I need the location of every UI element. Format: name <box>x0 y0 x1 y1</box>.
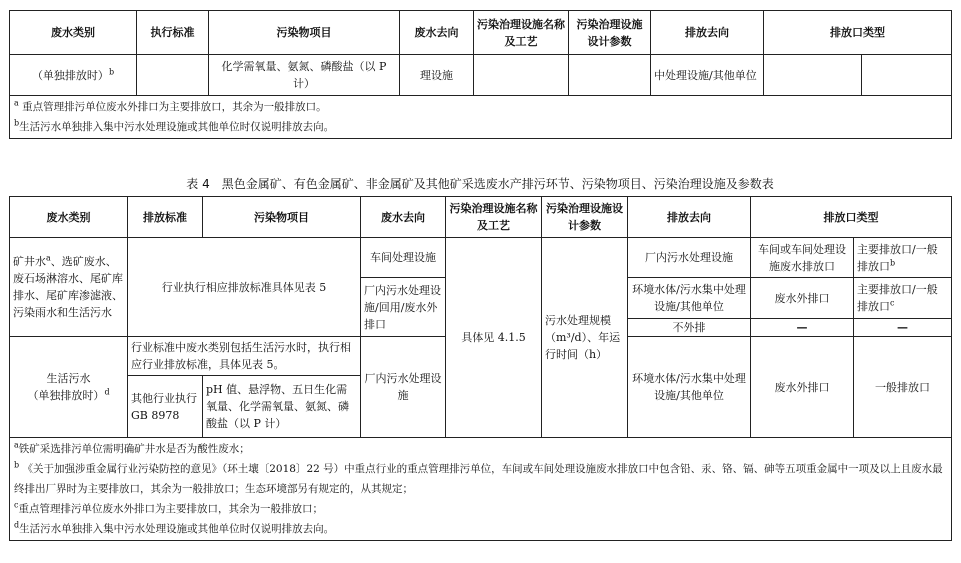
table-1 <box>9 10 952 139</box>
t1-cell-pollutants: 化学需氧量、氨氮、磷酸盐（以 P 计） <box>209 55 400 96</box>
table-row <box>10 55 952 96</box>
t1-note-a: $^a$ 重点管理排污单位废水外排口为主要排放口，其余为一般排放口。 <box>14 98 327 113</box>
t2-cell-facility: 具体见 4.1.5 <box>446 238 542 438</box>
t2-cell-params: 污水处理规模（m³/d）、年运行时间（h） <box>542 238 628 438</box>
t2-note-d: $^d$生活污水单独排入集中污水处理设施或其他单位时仅说明排放去向。 <box>14 520 335 535</box>
t2-cell-discharge-4: 环境水体/污水集中处理设施/其他单位 <box>628 337 751 438</box>
t1-cell-outlet-b <box>862 55 952 96</box>
t2-cell-dest-domestic: 厂内污水处理设施 <box>361 337 446 438</box>
t2-cell-discharge-2: 环境水体/污水集中处理设施/其他单位 <box>628 278 751 319</box>
t2-note-b: $^b$ 《关于加强涉重金属行业污染防控的意见》（环土壤〔2018〕22 号）中重点行业的重点管理排污单位，车间或车间处理设施废水排放口中包含铅、汞、铬、镉、砷等五项重金属中一项及以上且废水最终排出厂界时为主要排放口，其余为一般排放口；生态环境部另有规定的，从其规定； <box>14 460 943 495</box>
t1-notes <box>10 96 952 139</box>
t2-header-pollutants: 污染物项目 <box>203 197 361 238</box>
table-4 <box>9 196 952 541</box>
t2-header-standard: 排放标准 <box>128 197 203 238</box>
table-row <box>10 238 952 278</box>
t2-header-params: 污染治理设施设计参数 <box>542 197 628 238</box>
t2-note-c: $^c$重点管理排污单位废水外排口为主要排放口，其余为一般排放口； <box>14 500 323 515</box>
t1-cell-params <box>569 55 651 96</box>
t1-header-standard: 执行标准 <box>137 11 209 55</box>
t2-cell-outlet-3: — <box>751 319 854 337</box>
t2-header-category: 废水类别 <box>10 197 128 238</box>
t2-cell-outlet-1: 车间或车间处理设施废水排放口 <box>751 238 854 278</box>
t2-cell-discharge-3: 不外排 <box>628 319 751 337</box>
t1-cell-standard <box>137 55 209 96</box>
t1-notes-row <box>10 96 952 139</box>
t1-header-params: 污染治理设施设计参数 <box>569 11 651 55</box>
t2-header-facility: 污染治理设施名称及工艺 <box>446 197 542 238</box>
t2-cell-domestic-pollutants: pH 值、悬浮物、五日生化需氧量、化学需氧量、氨氮、磷酸盐（以 P 计） <box>203 376 361 438</box>
t1-header-facility: 污染治理设施名称及工艺 <box>474 11 569 55</box>
t2-cell-domestic-category: 生活污水 （单独排放时）$^d$ <box>10 337 128 438</box>
t1-note-b: $^b$生活污水单独排入集中污水处理设施或其他单位时仅说明排放去向。 <box>14 118 335 133</box>
table-4-caption: 表 4 黑色金属矿、有色金属矿、非金属矿及其他矿采选废水产排污环节、污染物项目、污染治理设施及参数表 <box>186 177 774 191</box>
t1-cell-category: （单独排放时）$^b$ <box>10 55 137 96</box>
t2-cell-type-2: 主要排放口/一般排放口$^c$ <box>854 278 952 319</box>
t1-header-category: 废水类别 <box>10 11 137 55</box>
t2-cell-outlet-4: 废水外排口 <box>751 337 854 438</box>
t2-header-destination: 废水去向 <box>361 197 446 238</box>
t2-cell-outlet-2: 废水外排口 <box>751 278 854 319</box>
t2-header-discharge: 排放去向 <box>628 197 751 238</box>
t2-cell-type-3: — <box>854 319 952 337</box>
t2-cell-type-4: 一般排放口 <box>854 337 952 438</box>
t2-cell-mine-standard: 行业执行相应排放标准具体见表 5 <box>128 238 361 337</box>
t1-header-destination: 废水去向 <box>400 11 474 55</box>
t2-cell-type-1: 主要排放口/一般排放口$^b$ <box>854 238 952 278</box>
t2-note-a: $^a$铁矿采选排污单位需明确矿井水是否为酸性废水； <box>14 440 250 455</box>
t2-cell-mine-category: 矿井水$^a$、选矿废水、废石场淋溶水、尾矿库排水、尾矿库渗滤液、污染雨水和生活污水 <box>10 238 128 337</box>
t2-cell-dest-workshop: 车间处理设施 <box>361 238 446 278</box>
t1-header-discharge: 排放去向 <box>651 11 764 55</box>
t2-notes-row <box>10 438 952 541</box>
t2-cell-dest-plant: 厂内污水处理设施/回用/废水外排口 <box>361 278 446 337</box>
t2-cell-discharge-1: 厂内污水处理设施 <box>628 238 751 278</box>
t1-header-outlet-type: 排放口类型 <box>764 11 952 55</box>
t1-header-pollutants: 污染物项目 <box>209 11 400 55</box>
t1-cell-destination: 理设施 <box>400 55 474 96</box>
t1-cell-facility <box>474 55 569 96</box>
t2-cell-domestic-other-standard: 其他行业执行 GB 8978 <box>128 376 203 438</box>
t1-cell-outlet-a <box>764 55 862 96</box>
t2-cell-domestic-standard: 行业标准中废水类别包括生活污水时，执行相应行业排放标准，具体见表 5。 <box>128 337 361 376</box>
t2-notes <box>10 438 952 541</box>
t2-header-outlet-type: 排放口类型 <box>751 197 952 238</box>
t1-cell-discharge: 中处理设施/其他单位 <box>651 55 764 96</box>
